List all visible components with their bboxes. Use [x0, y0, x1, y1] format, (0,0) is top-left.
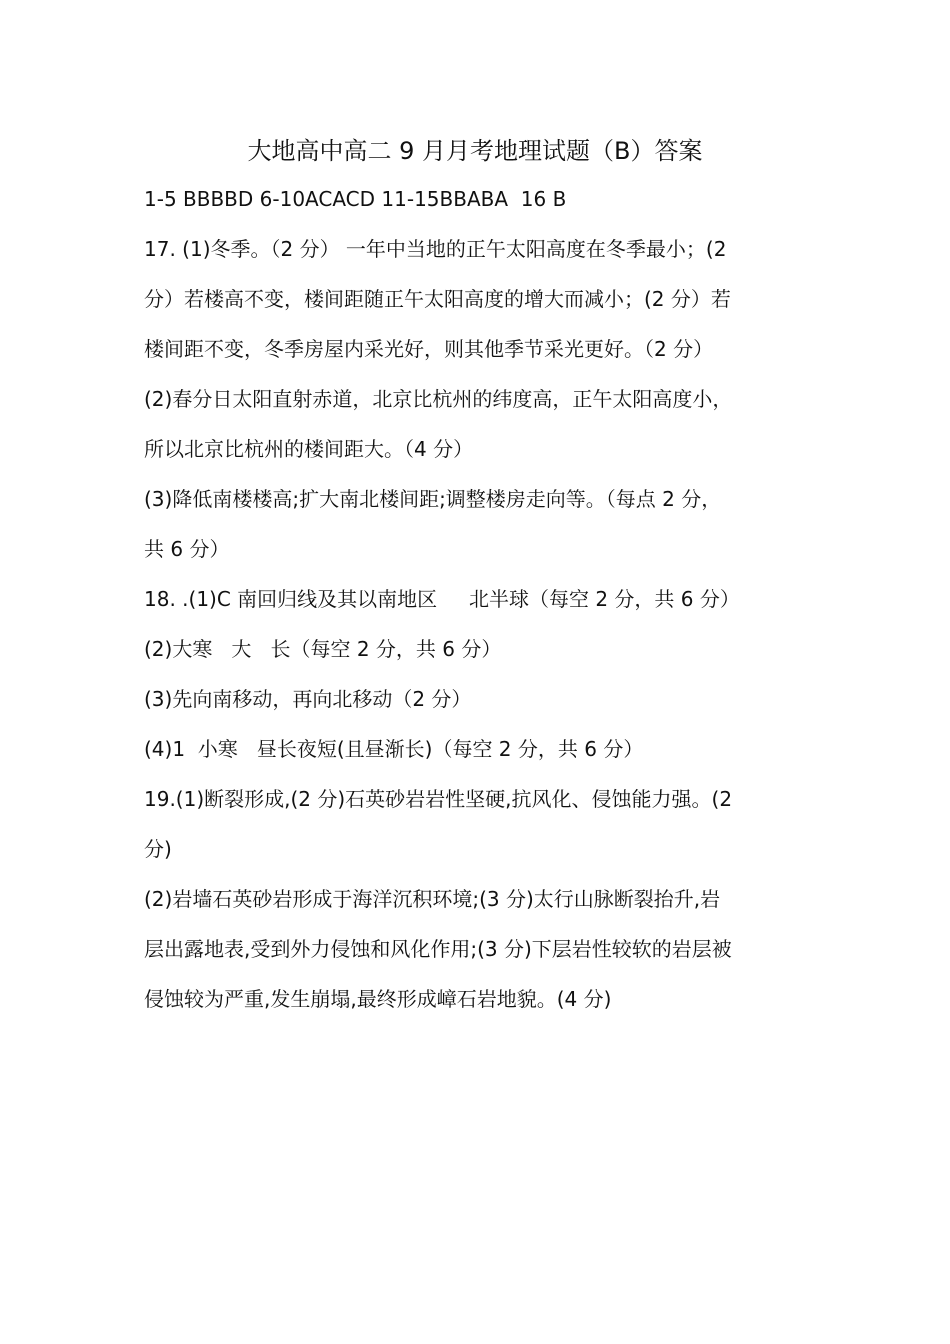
- answer-line-choice: 1-5 BBBBD 6-10ACACD 11-15BBABA 16 B: [144, 187, 567, 211]
- answer-line-17-1c: 楼间距不变，冬季房屋内采光好，则其他季节采光更好。（2 分）: [144, 337, 714, 361]
- answer-line-18-2: (2)大寒 大 长（每空 2 分，共 6 分）: [144, 637, 502, 661]
- answer-line-17-1a: 17. (1)冬季。（2 分） 一年中当地的正午太阳高度在冬季最小；(2: [144, 237, 727, 261]
- answer-body: [144, 179, 809, 1029]
- answer-line-17-3a: (3)降低南楼楼高;扩大南北楼间距;调整楼房走向等。（每点 2 分，: [144, 487, 722, 511]
- answer-line-17-1b: 分）若楼高不变，楼间距随正午太阳高度的增大而减小；(2 分）若: [144, 287, 731, 311]
- answer-line-19-2c: 侵蚀较为严重,发生崩塌,最终形成嶂石岩地貌。(4 分): [144, 987, 612, 1011]
- answer-line-17-3b: 共 6 分）: [144, 537, 230, 561]
- answer-line-18-1: 18. .(1)C 南回归线及其以南地区 北半球（每空 2 分，共 6 分）: [144, 587, 740, 611]
- answer-line-19-1a: 19.(1)断裂形成,(2 分)石英砂岩岩性坚硬,抗风化、侵蚀能力强。(2: [144, 787, 733, 811]
- answer-line-18-3: (3)先向南移动，再向北移动（2 分）: [144, 687, 472, 711]
- page-title: 大地高中高二 9 月月考地理试题（B）答案: [247, 137, 703, 165]
- answer-line-17-2b: 所以北京比杭州的楼间距大。（4 分）: [144, 437, 474, 461]
- answer-line-18-4: (4)1 小寒 昼长夜短(且昼渐长)（每空 2 分，共 6 分）: [144, 737, 644, 761]
- answer-line-19-2a: (2)岩墙石英砂岩形成于海洋沉积环境;(3 分)太行山脉断裂抬升,岩: [144, 887, 721, 911]
- answer-line-17-2a: (2)春分日太阳直射赤道，北京比杭州的纬度高，正午太阳高度小，: [144, 387, 733, 411]
- answer-line-19-1b: 分): [144, 837, 172, 861]
- answer-line-19-2b: 层出露地表,受到外力侵蚀和风化作用;(3 分)下层岩性较软的岩层被: [144, 937, 732, 961]
